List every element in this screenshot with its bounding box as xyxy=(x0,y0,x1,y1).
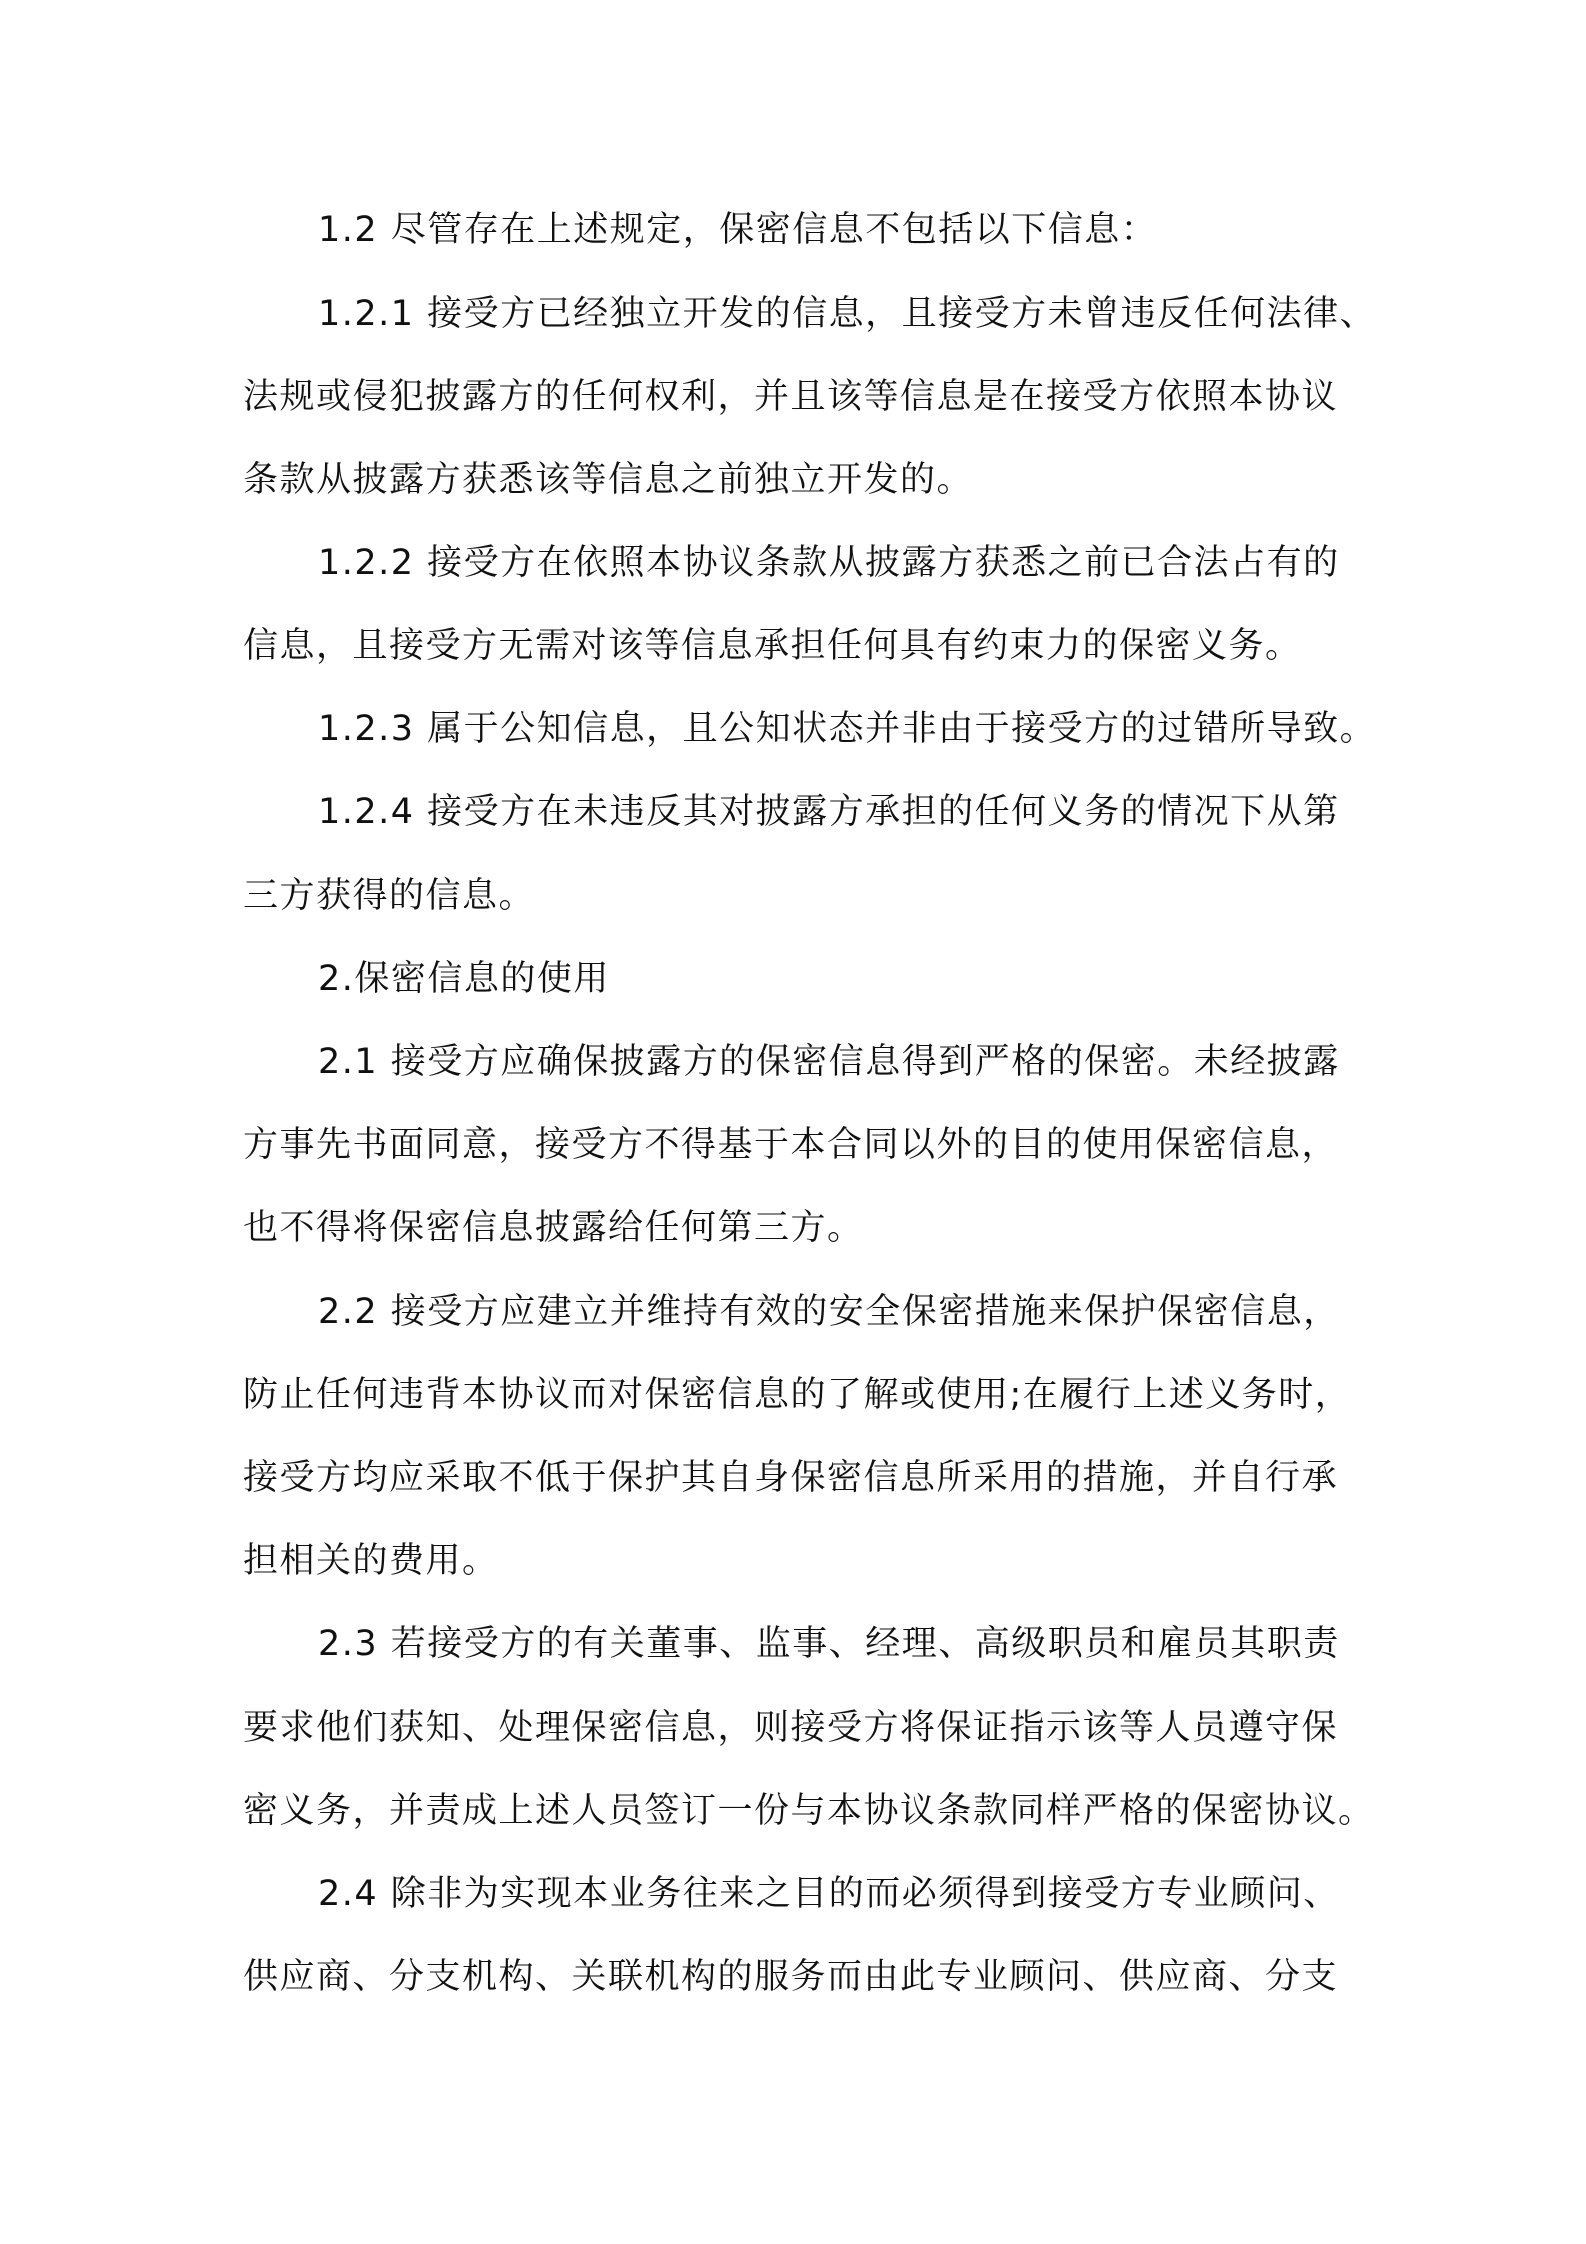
paragraph-line: 方事先书面同意，接受方不得基于本合同以外的目的使用保密信息， xyxy=(243,1125,1339,1165)
paragraph-line: 要求他们获知、处理保密信息，则接受方将保证指示该等人员遵守保 xyxy=(243,1708,1339,1748)
section-heading: 2.保密信息的使用 xyxy=(318,959,610,999)
paragraph-line: 2.1 接受方应确保披露方的保密信息得到严格的保密。未经披露 xyxy=(318,1042,1340,1082)
paragraph-line: 2.3 若接受方的有关董事、监事、经理、高级职员和雇员其职责 xyxy=(318,1624,1340,1664)
paragraph-line: 供应商、分支机构、关联机构的服务而由此专业顾问、供应商、分支 xyxy=(243,1957,1339,1997)
paragraph-line: 1.2.3 属于公知信息，且公知状态并非由于接受方的过错所导致。 xyxy=(318,709,1377,749)
paragraph-line: 2.4 除非为实现本业务往来之目的而必须得到接受方专业顾问、 xyxy=(318,1874,1340,1914)
paragraph-line: 条款从披露方获悉该等信息之前独立开发的。 xyxy=(243,460,974,500)
paragraph-line: 信息，且接受方无需对该等信息承担任何具有约束力的保密义务。 xyxy=(243,626,1302,666)
paragraph-line: 防止任何违背本协议而对保密信息的了解或使用;在履行上述义务时， xyxy=(243,1375,1352,1415)
paragraph-line: 1.2.4 接受方在未违反其对披露方承担的任何义务的情况下从第 xyxy=(318,792,1340,832)
paragraph-line: 担相关的费用。 xyxy=(243,1541,499,1581)
paragraph-line: 1.2.2 接受方在依照本协议条款从披露方获悉之前已合法占有的 xyxy=(318,543,1340,583)
paragraph-line: 也不得将保密信息披露给任何第三方。 xyxy=(243,1208,864,1248)
paragraph-line: 1.2.1 接受方已经独立开发的信息，且接受方未曾违反任何法律、 xyxy=(318,294,1377,334)
paragraph-line: 法规或侵犯披露方的任何权利，并且该等信息是在接受方依照本协议 xyxy=(243,377,1339,417)
paragraph-line: 2.2 接受方应建立并维持有效的安全保密措施来保护保密信息， xyxy=(318,1292,1340,1332)
paragraph-line: 三方获得的信息。 xyxy=(243,876,536,916)
paragraph-line: 1.2 尽管存在上述规定，保密信息不包括以下信息： xyxy=(318,210,1158,250)
paragraph-line: 接受方均应采取不低于保护其自身保密信息所采用的措施，并自行承 xyxy=(243,1458,1339,1498)
paragraph-line: 密义务，并责成上述人员签订一份与本协议条款同样严格的保密协议。 xyxy=(243,1791,1375,1831)
